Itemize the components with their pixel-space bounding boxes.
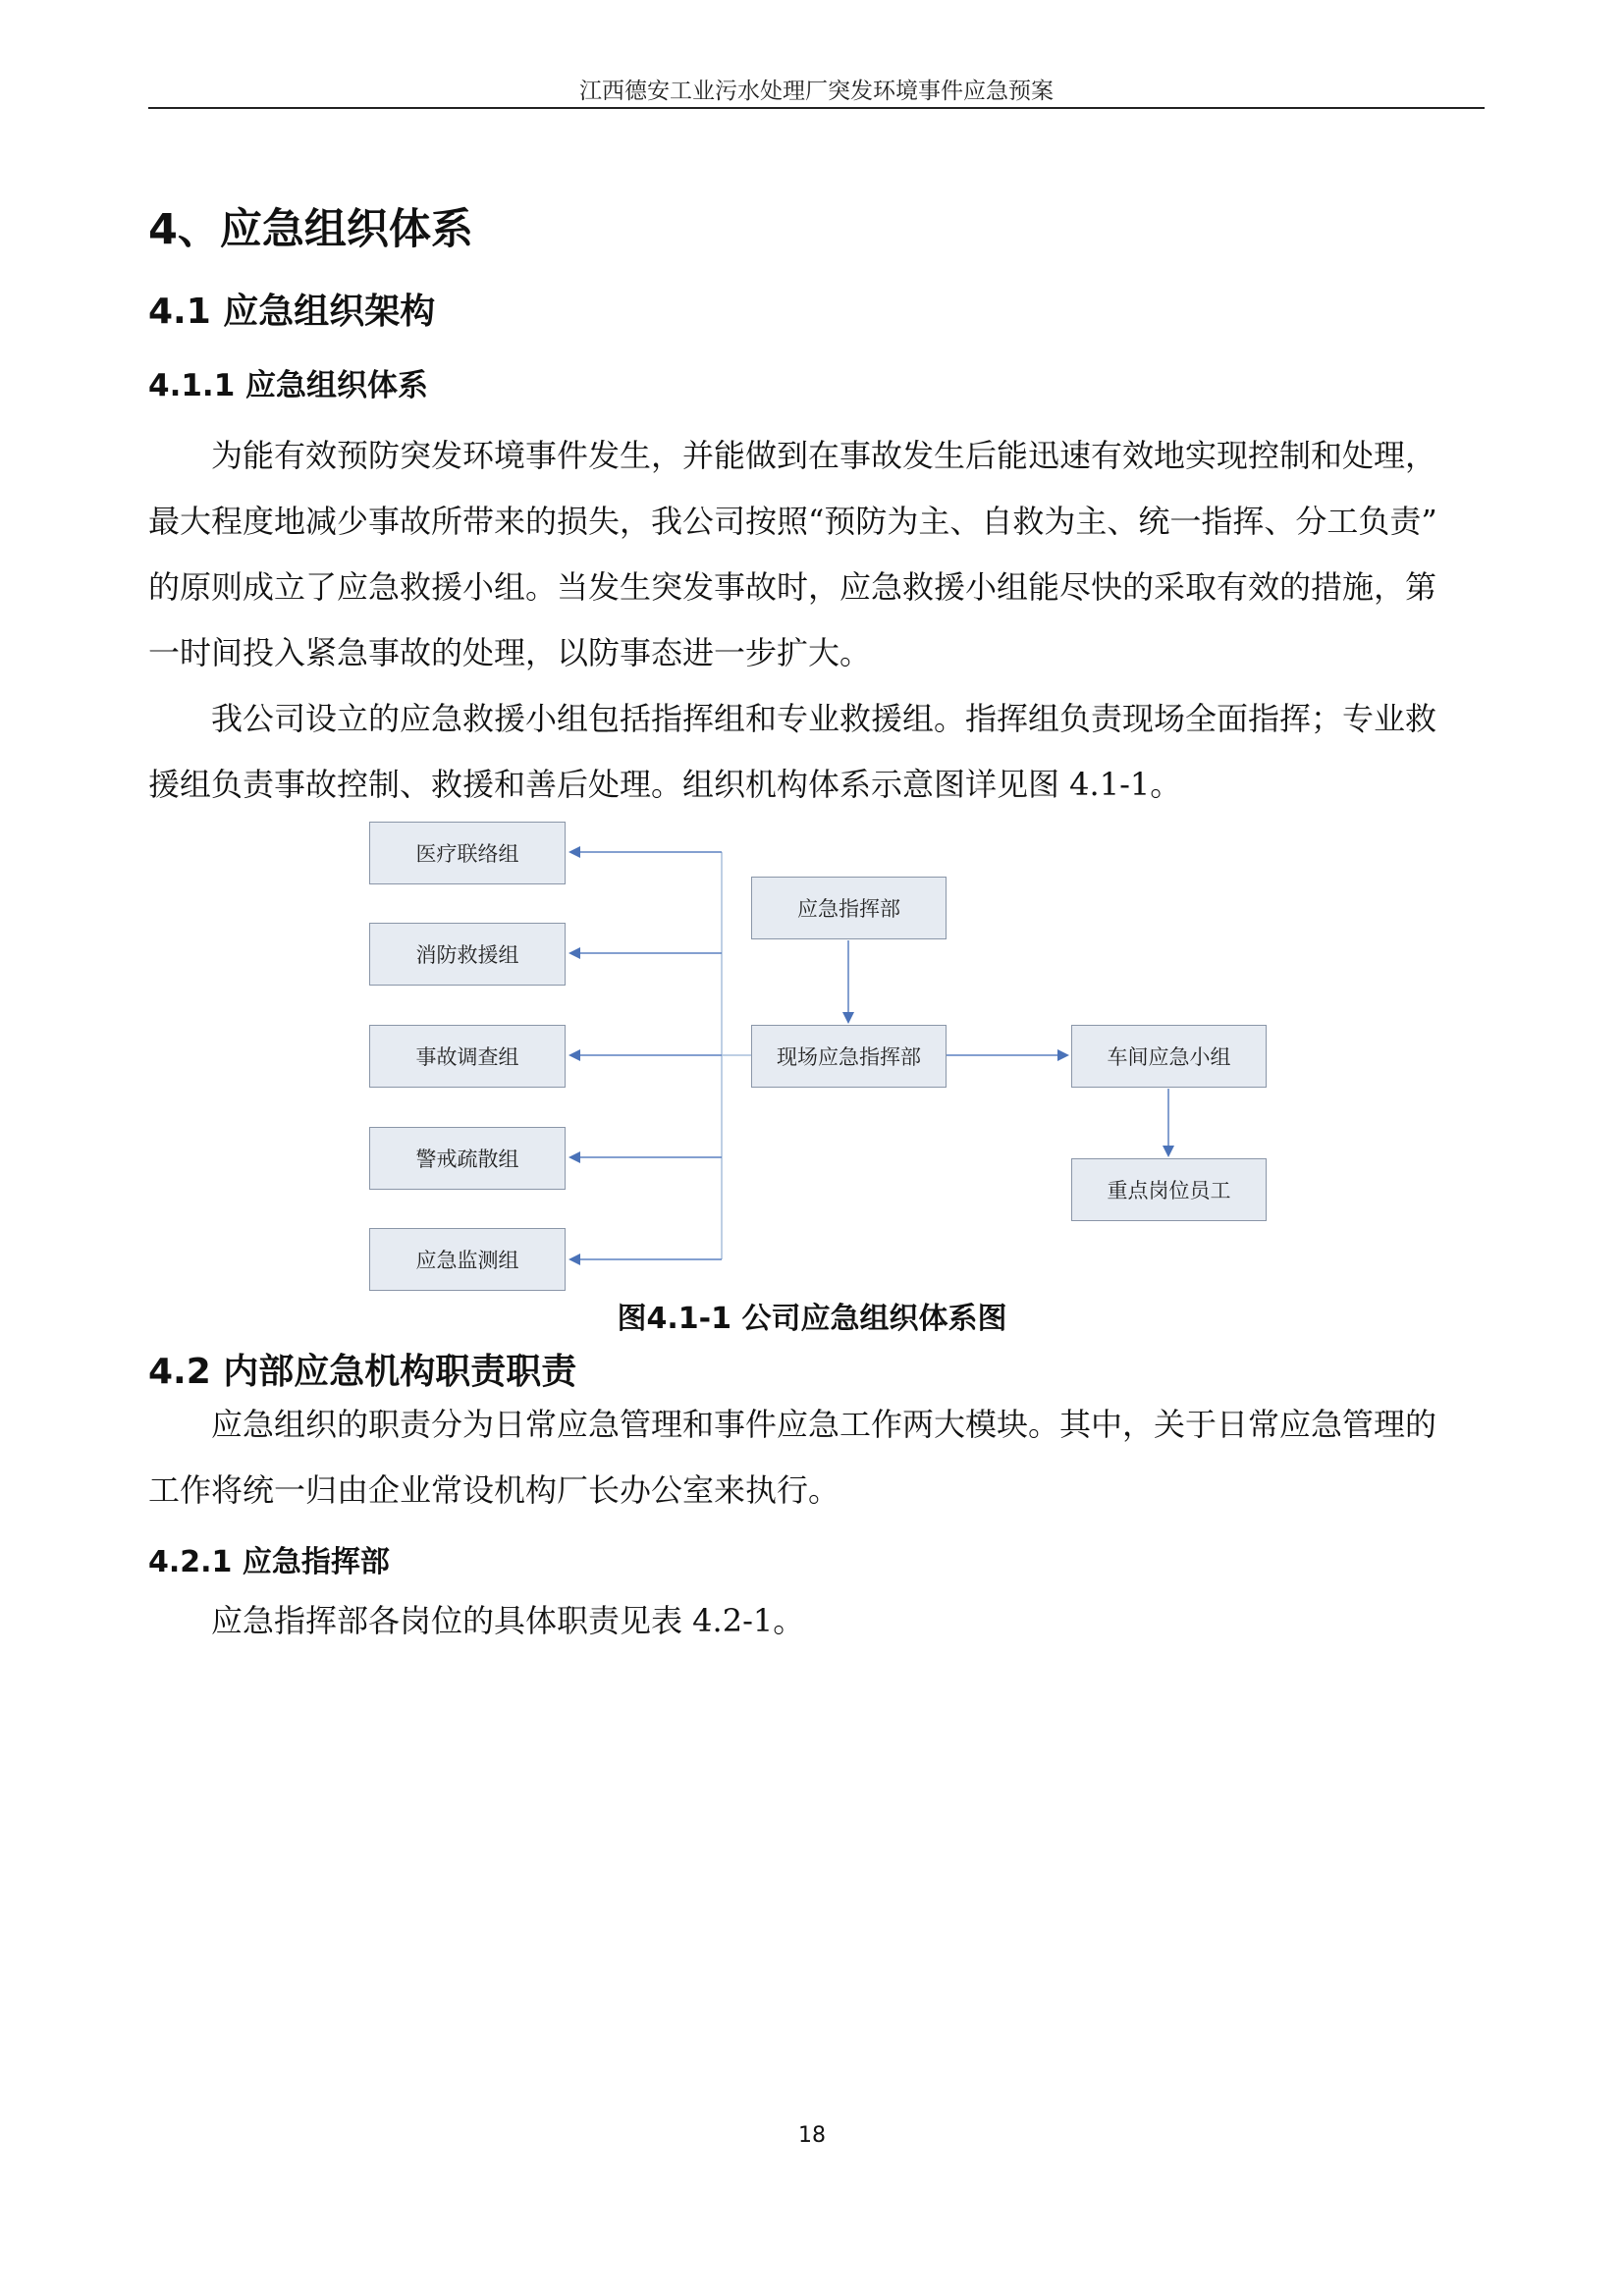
section-heading-4-2: 4.2 内部应急机构职责职责	[148, 1352, 577, 1392]
paragraph-line: 的原则成立了应急救援小组。当发生突发事故时，应急救援小组能尽快的采取有效的措施，第	[148, 568, 1437, 606]
subsection-heading-4-2-1: 4.2.1 应急指挥部	[148, 1545, 390, 1579]
paragraph-line: 工作将统一归由企业常设机构厂长办公室来执行。	[148, 1471, 840, 1509]
paragraph-line: 一时间投入紧急事故的处理，以防事态进一步扩大。	[148, 634, 872, 671]
paragraph-line: 为能有效预防突发环境事件发生，并能做到在事故发生后能迅速有效地实现控制和处理，	[211, 437, 1437, 474]
page-number: 18	[798, 2123, 826, 2148]
box-medical-group: 医疗联络组	[369, 822, 566, 884]
section-heading: 4.1 应急组织架构	[148, 292, 436, 332]
chapter-heading: 4、应急组织体系	[148, 205, 473, 254]
page-header: 江西德安工业污水处理厂突发环境事件应急预案	[579, 79, 1054, 104]
box-emergency-command: 应急指挥部	[751, 877, 947, 939]
paragraph-line: 应急组织的职责分为日常应急管理和事件应急工作两大模块。其中，关于日常应急管理的	[211, 1406, 1437, 1443]
paragraph-org-intro	[148, 423, 1486, 686]
box-fire-rescue-group: 消防救援组	[369, 923, 566, 986]
figure-caption: 图4.1-1 公司应急组织体系图	[617, 1302, 1007, 1336]
paragraph-table-ref	[148, 1588, 1486, 1654]
box-key-staff: 重点岗位员工	[1071, 1158, 1267, 1221]
box-evacuation-group: 警戒疏散组	[369, 1127, 566, 1190]
box-workshop-group: 车间应急小组	[1071, 1025, 1267, 1088]
paragraph-line: 援组负责事故控制、救援和善后处理。组织机构体系示意图详见图 4.1-1。	[148, 766, 1182, 803]
header-rule	[148, 107, 1485, 109]
paragraph-duties	[148, 1392, 1486, 1523]
paragraph-line: 应急指挥部各岗位的具体职责见表 4.2-1。	[211, 1602, 805, 1639]
paragraph-line: 最大程度地减少事故所带来的损失，我公司按照“预防为主、自救为主、统一指挥、分工负责”	[148, 503, 1437, 540]
box-monitoring-group: 应急监测组	[369, 1228, 566, 1291]
paragraph-line: 我公司设立的应急救援小组包括指挥组和专业救援组。指挥组负责现场全面指挥；专业救	[211, 700, 1437, 737]
paragraph-org-groups	[148, 686, 1486, 818]
subsection-heading: 4.1.1 应急组织体系	[148, 368, 429, 403]
box-investigation-group: 事故调查组	[369, 1025, 566, 1088]
box-field-command: 现场应急指挥部	[751, 1025, 947, 1088]
